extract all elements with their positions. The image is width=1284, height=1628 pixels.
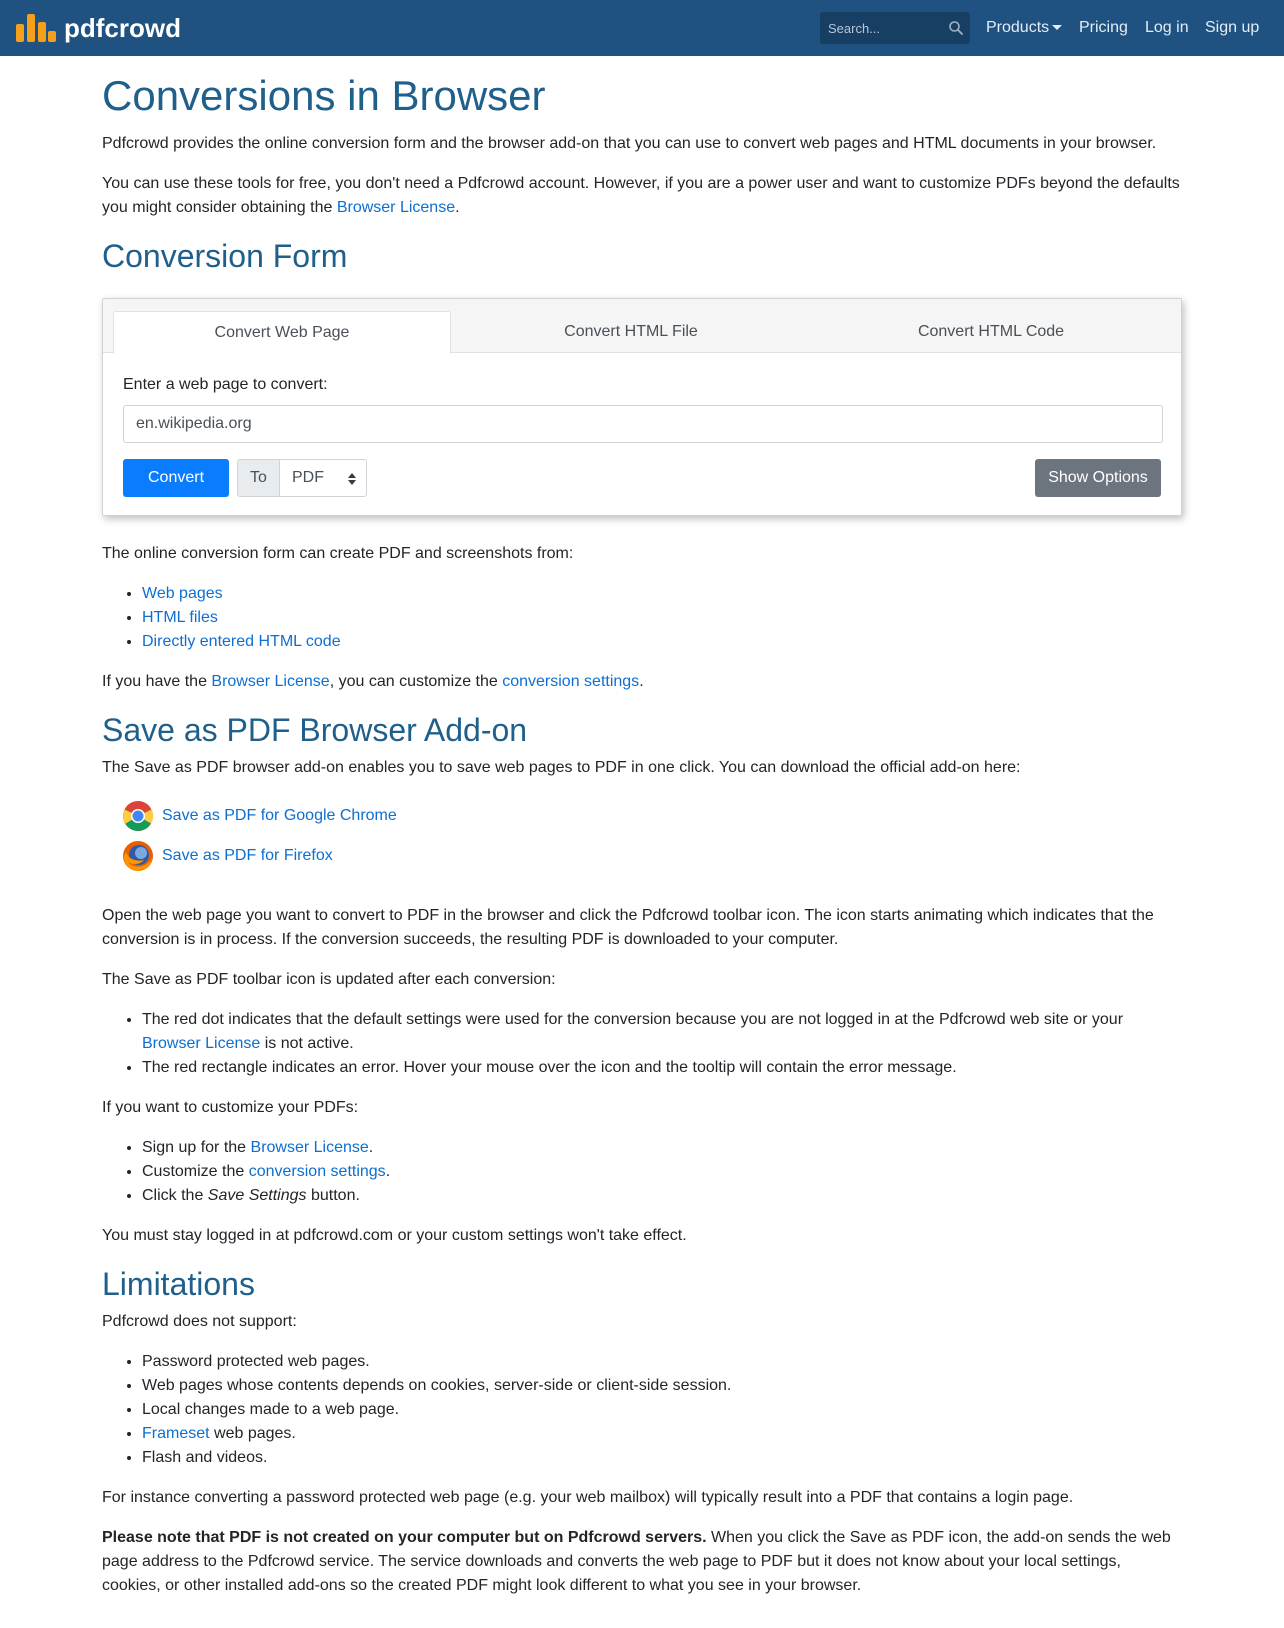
conversion-settings-link[interactable]: conversion settings: [502, 673, 640, 690]
browser-license-link[interactable]: Browser License: [211, 673, 330, 690]
list-item: [142, 606, 1182, 630]
addon-usage-text: Open the web page you want to convert to PDF in the browser and click the Pdfcrowd toolbar icon. The icon starts animating which indicates that the conversion is in process. If the conversion succeeds, the resulting PDF is downloaded to your computer.: [102, 907, 1154, 948]
logged-in-note: You must stay logged in at pdfcrowd.com or your custom settings won't take effect.: [102, 1227, 687, 1244]
list-item: [142, 630, 1182, 654]
url-input[interactable]: [123, 405, 1163, 443]
nav-signup-link[interactable]: Sign up: [1205, 19, 1260, 36]
addon-links: [102, 796, 1182, 876]
nav-login-link[interactable]: Log in: [1145, 19, 1189, 36]
list-item: • Click the Save Settings button.: [142, 1184, 1182, 1208]
license-customize-text: If you have the Browser License, you can customize the conversion settings.: [102, 673, 644, 690]
nav-pricing-link[interactable]: Pricing: [1079, 19, 1128, 36]
conversion-settings-link[interactable]: conversion settings: [248, 1163, 386, 1180]
list-item: • Customize the conversion settings.: [142, 1160, 1182, 1184]
convert-button[interactable]: Convert: [123, 459, 229, 497]
icon-update-text: The Save as PDF toolbar icon is updated after each conversion:: [102, 971, 556, 988]
conversion-form-card: [102, 298, 1182, 516]
login-page-example: For instance converting a password protected web page (e.g. your web mailbox) will typically result into a PDF that contains a login page.: [102, 1489, 1074, 1506]
url-label: Enter a web page to convert:: [123, 376, 328, 393]
html-files-link[interactable]: HTML files: [142, 609, 218, 626]
nav-products-label: Products: [986, 19, 1050, 36]
addon-heading: Save as PDF Browser Add-on: [102, 712, 528, 748]
limitations-heading: Limitations: [102, 1266, 255, 1302]
main-content: [102, 66, 1182, 1614]
conversion-form-heading: Conversion Form: [102, 238, 348, 274]
browser-license-link[interactable]: Browser License: [250, 1139, 369, 1156]
search-input[interactable]: [820, 12, 944, 44]
pdfcrowd-logo[interactable]: [16, 8, 181, 48]
list-item: • Password protected web pages.: [142, 1350, 1182, 1374]
list-item: • Web pages whose contents depends on cookies, server-side or client-side session.: [142, 1374, 1182, 1398]
logo-bars-icon: [16, 14, 56, 42]
list-item: • Frameset web pages.: [142, 1422, 1182, 1446]
tab-convert-web-page[interactable]: Convert Web Page: [113, 311, 451, 354]
server-note-bold: Please note that PDF is not created on your computer but on Pdfcrowd servers.: [102, 1529, 707, 1546]
tab-convert-html-file[interactable]: Convert HTML File: [564, 323, 698, 340]
list-item: • The red dot indicates that the default settings were used for the conversion because you are not logged in at the Pdfcrowd web site or your Browser License is not active.: [142, 1008, 1182, 1056]
list-item: • The red rectangle indicates an error. Hover your mouse over the icon and the tooltip will contain the error message.: [142, 1056, 1182, 1080]
output-format-value: PDF: [292, 469, 324, 486]
tab-convert-html-code[interactable]: Convert HTML Code: [917, 323, 1065, 340]
customize-intro-text: If you want to customize your PDFs:: [102, 1099, 359, 1116]
search-box: [820, 12, 970, 44]
conversion-form-body: [103, 353, 1181, 515]
browser-license-link[interactable]: Browser License: [336, 199, 456, 216]
limitations-intro: Pdfcrowd does not support:: [102, 1313, 297, 1330]
chrome-addon-item: [122, 796, 1182, 836]
customize-steps-list: [102, 1136, 1182, 1208]
nav-products-dropdown[interactable]: [986, 16, 1062, 40]
list-item: • Local changes made to a web page.: [142, 1398, 1182, 1422]
frameset-link[interactable]: Frameset: [142, 1425, 210, 1442]
icon-status-list: [102, 1008, 1182, 1080]
addon-intro-text: The Save as PDF browser add-on enables you to save web pages to PDF in one click. You can download the official add-on here:: [102, 759, 1021, 776]
chrome-addon-link[interactable]: Save as PDF for Google Chrome: [162, 807, 397, 824]
html-code-link[interactable]: Directly entered HTML code: [142, 633, 341, 650]
show-options-button[interactable]: Show Options: [1035, 459, 1161, 497]
top-navbar: [0, 0, 1284, 56]
conversion-tabs: [103, 299, 1181, 353]
logo-text: pdfcrowd: [64, 13, 181, 43]
web-pages-link[interactable]: Web pages: [142, 585, 223, 602]
firefox-addon-link[interactable]: Save as PDF for Firefox: [162, 847, 333, 864]
source-list: [102, 582, 1182, 654]
form-capabilities-text: The online conversion form can create PDF and screenshots from:: [102, 545, 574, 562]
firefox-addon-item: [122, 836, 1182, 876]
output-format-select[interactable]: [279, 459, 367, 497]
firefox-icon: [122, 840, 154, 872]
browser-license-link[interactable]: Browser License: [142, 1035, 261, 1052]
to-label: To: [237, 459, 280, 497]
list-item: [142, 582, 1182, 606]
list-item: • Sign up for the Browser License.: [142, 1136, 1182, 1160]
list-item: • Flash and videos.: [142, 1446, 1182, 1470]
limitations-list: [102, 1350, 1182, 1470]
page-title: Conversions in Browser: [102, 72, 546, 119]
search-icon[interactable]: [948, 20, 964, 36]
caret-down-icon: [1052, 25, 1062, 30]
select-arrows-icon: [348, 473, 356, 485]
intro-paragraph-2: You can use these tools for free, you don't need a Pdfcrowd account. However, if you are a power user and want to customize PDFs beyond the defaults you might consider obtaining the Browser License.: [102, 175, 1180, 216]
intro-paragraph-1: Pdfcrowd provides the online conversion form and the browser add-on that you can use to convert web pages and HTML documents in your browser.: [102, 135, 1157, 152]
chrome-icon: [122, 800, 154, 832]
server-note: Please note that PDF is not created on your computer but on Pdfcrowd servers. When you click the Save as PDF icon, the add-on sends the web page address to the Pdfcrowd service. The service downloads and converts the web page to PDF but it does not know about your local settings, cookies, or other installed add-ons so the created PDF might look different to what you see in your browser.: [102, 1529, 1171, 1594]
